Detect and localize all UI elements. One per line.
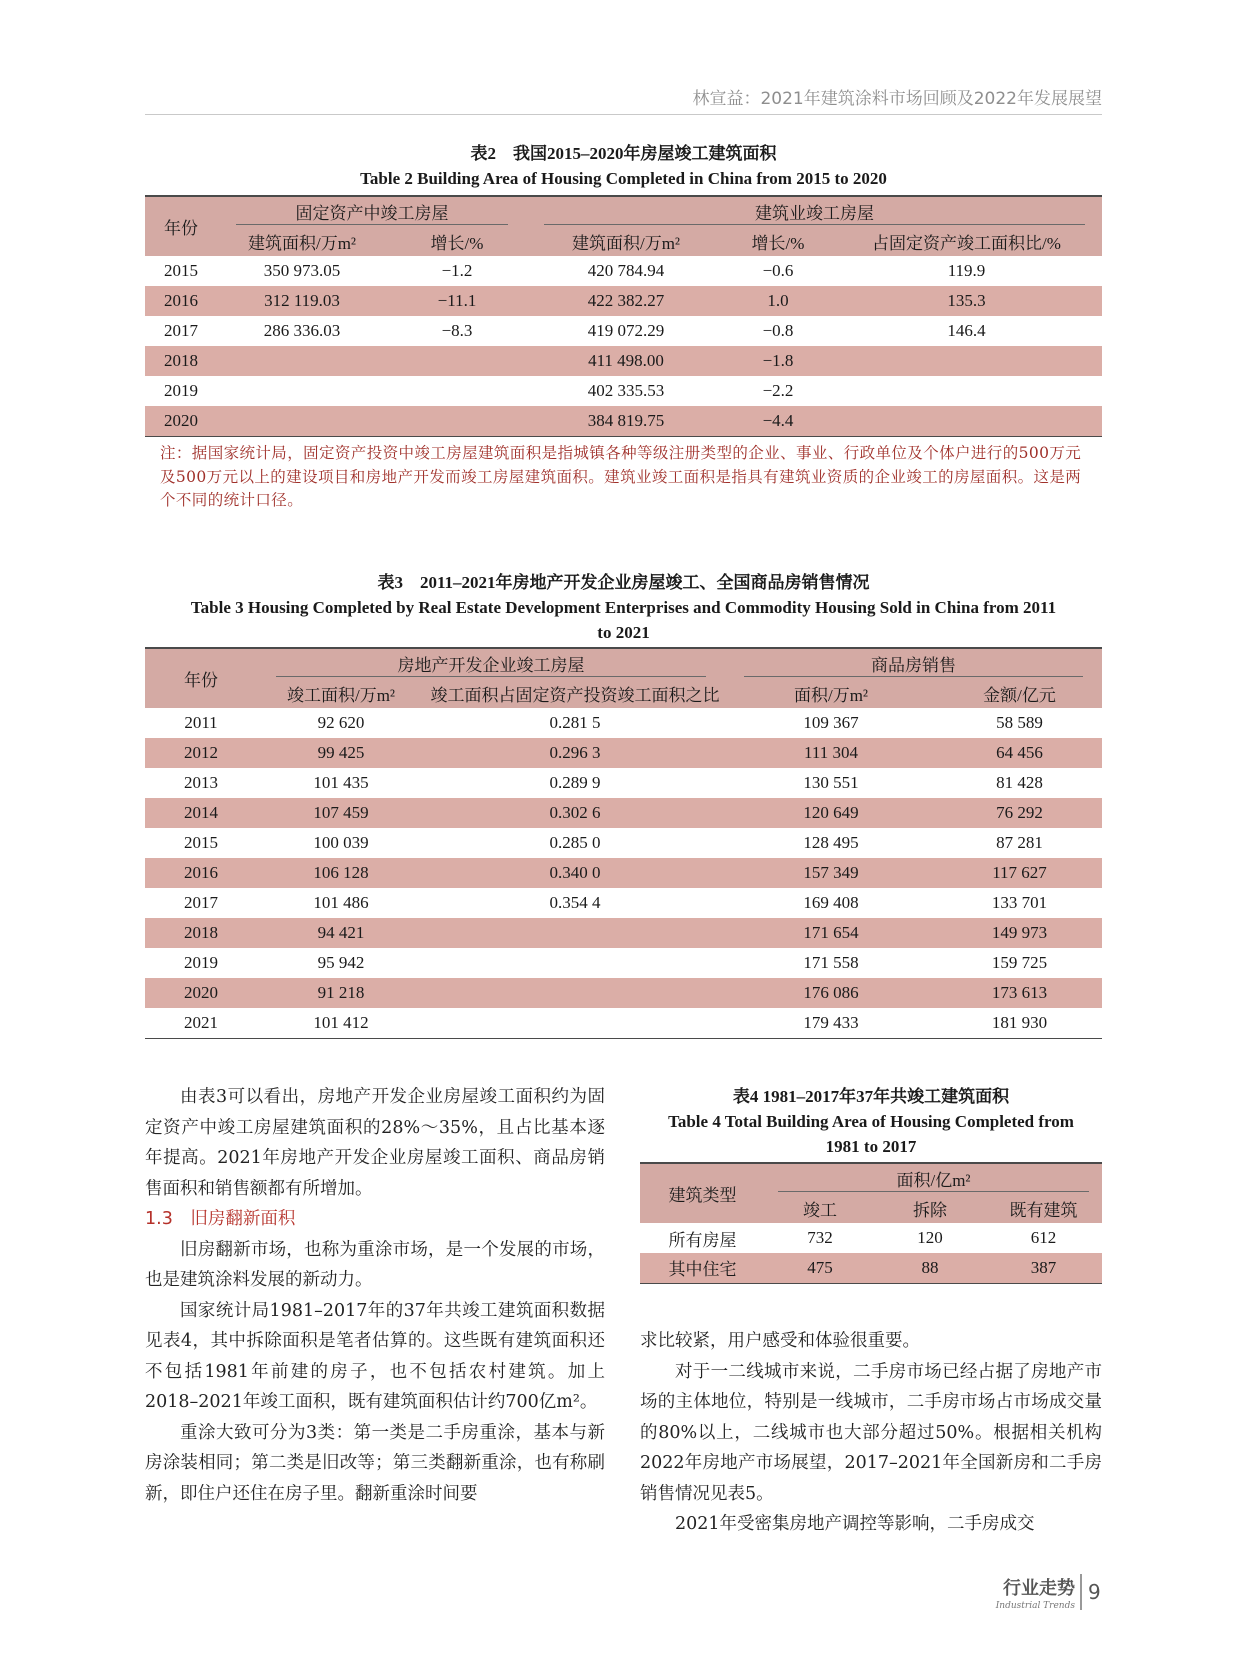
- paragraph: 对于一二线城市来说，二手房市场已经占据了房地产市场的主体地位，特别是一线城市，二手房市场占市场成交量的80%以上，二线城市也大部分超过50%。根据相关机构2022年房地产市场展望，2017–2021年全国新房和二手房销售情况见表5。: [640, 1361, 1102, 1504]
- cell: 88: [921, 1257, 939, 1277]
- paragraph: 旧房翻新市场，也称为重涂市场，是一个发展的市场，也是建筑涂料发展的新动力。: [145, 1239, 605, 1290]
- cell: 2017: [184, 893, 218, 912]
- table-row: [145, 858, 1102, 888]
- cell: 111 304: [804, 743, 858, 762]
- left-column: [145, 1082, 605, 1509]
- table3-caption-cn: 表3 2011–2021年房地产开发企业房屋竣工、全国商品房销售情况: [377, 573, 870, 592]
- cell: 99 425: [317, 743, 365, 762]
- table3-header-group2: 商品房销售: [744, 651, 1083, 677]
- cell: −11.1: [437, 291, 477, 310]
- table2-header-group2: 建筑业竣工房屋: [544, 199, 1085, 225]
- cell: 95 942: [317, 953, 365, 972]
- table-row: [145, 346, 1102, 376]
- cell: 475: [807, 1257, 833, 1277]
- table2-header-growth1: 增长/%: [430, 233, 484, 253]
- table-row: [145, 316, 1102, 346]
- cell: 2012: [184, 743, 218, 762]
- table4: [640, 1162, 1102, 1284]
- cell: 350 973.05: [263, 261, 341, 280]
- footer-brand-en: Industrial Trends: [995, 1601, 1075, 1611]
- cell: 119.9: [947, 261, 986, 280]
- cell: [387, 406, 527, 436]
- cell: 2014: [184, 803, 218, 822]
- cell: 120: [917, 1228, 943, 1247]
- table3-caption-en-line2: to 2021: [597, 623, 650, 642]
- table4-header-demolished: 拆除: [913, 1200, 947, 1220]
- cell: [425, 918, 725, 948]
- cell: −0.8: [762, 321, 794, 340]
- paragraph: 国家统计局1981–2017年的37年共竣工建筑面积数据见表4，其中拆除面积是笔者估算的。这些既有建筑面积还不包括1981年前建的房子，也不包括农村建筑。加上2018–2021年竣工面积，既有建筑面积估计约700亿m²。: [145, 1300, 605, 1412]
- cell: 0.354 4: [549, 893, 601, 912]
- cell: 2011: [184, 713, 218, 732]
- table-row: [145, 798, 1102, 828]
- table2: [145, 195, 1102, 437]
- cell: 133 701: [991, 893, 1048, 912]
- table2-caption-cn: 表2 我国2015–2020年房屋竣工建筑面积: [470, 144, 777, 163]
- cell: 173 613: [991, 983, 1048, 1002]
- cell: 所有房屋: [668, 1230, 737, 1250]
- cell: 100 039: [313, 833, 369, 852]
- cell: 422 382.27: [587, 291, 665, 310]
- cell: 135.3: [947, 291, 986, 310]
- table-row: [145, 948, 1102, 978]
- page-number: 9: [1088, 1580, 1101, 1604]
- cell: 2020: [164, 410, 198, 430]
- cell: 159 725: [991, 953, 1048, 972]
- cell: 2016: [164, 291, 198, 310]
- table4-header-area: 面积/亿m²: [778, 1166, 1088, 1192]
- table4-header-completed: 竣工: [803, 1200, 837, 1220]
- cell: 2016: [184, 863, 218, 882]
- paragraph: 2021年受密集房地产调控等影响，二手房成交: [675, 1514, 1035, 1534]
- footer-divider: [1080, 1574, 1082, 1610]
- cell: 2017: [164, 321, 198, 340]
- cell: 107 459: [313, 803, 369, 822]
- cell: −4.4: [762, 410, 794, 430]
- cell: 2018: [164, 351, 198, 370]
- table-row: [145, 738, 1102, 768]
- table2-header-group1: 固定资产中竣工房屋: [236, 199, 509, 225]
- cell: 1.0: [767, 291, 789, 310]
- table-row: [145, 828, 1102, 858]
- cell: 157 349: [803, 863, 859, 882]
- cell: 312 119.03: [264, 291, 340, 310]
- table-row: [145, 376, 1102, 406]
- table-row: [145, 1008, 1102, 1038]
- table3-header-ratio: 竣工面积占固定资产投资竣工面积之比: [430, 685, 720, 705]
- table2-header-ratio: 占固定资产竣工面积比/%: [872, 233, 1061, 253]
- table-row: [145, 978, 1102, 1008]
- footer-brand: [985, 1574, 1075, 1611]
- cell: 128 495: [803, 833, 859, 852]
- cell: [425, 1008, 725, 1038]
- cell: 169 408: [803, 893, 859, 912]
- cell: 91 218: [317, 983, 365, 1002]
- cell: [425, 978, 725, 1008]
- table3-header-completed-area: 竣工面积/万m²: [286, 685, 396, 705]
- table3: [145, 647, 1102, 1039]
- cell: 2019: [164, 381, 198, 400]
- cell: 117 627: [992, 863, 1047, 882]
- cell: 387: [1030, 1257, 1057, 1277]
- cell: 94 421: [317, 923, 365, 942]
- running-header: [145, 84, 1102, 115]
- table3-header-sold-amount: 金额/亿元: [983, 685, 1056, 705]
- cell: −1.8: [762, 351, 794, 370]
- cell: 732: [807, 1228, 833, 1247]
- table4-header-existing: 既有建筑: [1009, 1200, 1078, 1220]
- cell: 2019: [184, 953, 218, 972]
- section-heading: 1.3 旧房翻新面积: [145, 1209, 296, 1229]
- footer-brand-cn: 行业走势: [1003, 1578, 1075, 1599]
- cell: 146.4: [947, 321, 986, 340]
- table2-header-area2: 建筑面积/万m²: [571, 233, 681, 253]
- cell: [217, 376, 387, 406]
- cell: [387, 376, 527, 406]
- cell: 286 336.03: [263, 321, 341, 340]
- cell: 2015: [164, 261, 198, 280]
- cell: 109 367: [803, 713, 859, 732]
- table-row: [640, 1253, 1102, 1283]
- cell: [831, 376, 1102, 406]
- cell: 402 335.53: [587, 381, 665, 400]
- table4-caption-en-line2: 1981 to 2017: [825, 1137, 917, 1156]
- cell: −8.3: [441, 321, 473, 340]
- table3-header-group1: 房地产开发企业竣工房屋: [276, 651, 707, 677]
- cell: 92 620: [317, 713, 365, 732]
- cell: 0.302 6: [549, 803, 601, 822]
- cell: 420 784.94: [587, 261, 665, 280]
- paragraph: 求比较紧，用户感受和体验很重要。: [640, 1331, 920, 1351]
- table2-header-growth2: 增长/%: [751, 233, 805, 253]
- table-row: [145, 918, 1102, 948]
- cell: 0.296 3: [549, 743, 601, 762]
- table4-caption-en-line1: Table 4 Total Building Area of Housing Completed from: [668, 1112, 1074, 1131]
- cell: 2013: [184, 773, 218, 792]
- cell: 419 072.29: [587, 321, 665, 340]
- cell: [831, 406, 1102, 436]
- paragraph: 由表3可以看出，房地产开发企业房屋竣工面积约为固定资产中竣工房屋建筑面积的28%～35%，且占比基本逐年提高。2021年房地产开发企业房屋竣工面积、商品房销售面积和销售额都有所增加。: [145, 1087, 605, 1199]
- table-row: [145, 256, 1102, 286]
- cell: 101 435: [313, 773, 369, 792]
- cell: 179 433: [803, 1012, 859, 1032]
- table2-caption-en: Table 2 Building Area of Housing Completed in China from 2015 to 2020: [360, 169, 887, 188]
- cell: 101 486: [313, 893, 369, 912]
- table3-header-year: 年份: [184, 671, 218, 690]
- cell: 81 428: [996, 773, 1043, 792]
- cell: [425, 948, 725, 978]
- cell: 612: [1030, 1228, 1057, 1247]
- table2-header-year: 年份: [164, 219, 198, 238]
- right-column: [640, 1326, 1102, 1540]
- cell: 64 456: [996, 743, 1043, 762]
- cell: [387, 346, 527, 376]
- table4-caption-cn: 表4 1981–2017年37年共竣工建筑面积: [732, 1087, 1010, 1106]
- cell: 0.285 0: [549, 833, 601, 852]
- cell: 130 551: [803, 773, 859, 792]
- cell: −0.6: [762, 261, 794, 280]
- cell: 2018: [184, 923, 218, 942]
- cell: 其中住宅: [668, 1260, 737, 1280]
- running-title: 林宣益：2021年建筑涂料市场回顾及2022年发展展望: [692, 89, 1102, 109]
- cell: 181 930: [991, 1012, 1048, 1032]
- table4-header-type: 建筑类型: [668, 1186, 737, 1205]
- table-row: [640, 1223, 1102, 1253]
- cell: 2021: [184, 1012, 218, 1032]
- table-row: [145, 888, 1102, 918]
- cell: 176 086: [803, 983, 859, 1002]
- cell: 2015: [184, 833, 218, 852]
- table-row: [145, 708, 1102, 738]
- cell: 76 292: [996, 803, 1043, 822]
- cell: 411 498.00: [588, 351, 664, 370]
- cell: −2.2: [762, 381, 794, 400]
- cell: 87 281: [996, 833, 1043, 852]
- table3-header-sold-area: 面积/万m²: [793, 685, 869, 705]
- table-row: [145, 286, 1102, 316]
- cell: 2020: [184, 983, 218, 1002]
- cell: [217, 346, 387, 376]
- table3-caption-en-line1: Table 3 Housing Completed by Real Estate Development Enterprises and Commodity Housing Sold in China from 2011: [190, 598, 1057, 617]
- table2-note: 注：据国家统计局，固定资产投资中竣工房屋建筑面积是指城镇各种等级注册类型的企业、事业、行政单位及个体户进行的500万元及500万元以上的建设项目和房地产开发而竣工房屋建筑面积。建筑业竣工面积是指具有建筑业资质的企业竣工的房屋面积。这是两个不同的统计口径。: [160, 444, 1082, 509]
- table-row: [145, 768, 1102, 798]
- table-row: [145, 406, 1102, 436]
- table2-header-area1: 建筑面积/万m²: [247, 233, 357, 253]
- paragraph: 重涂大致可分为3类：第一类是二手房重涂，基本与新房涂装相同；第二类是旧改等；第三类翻新重涂，也有称刷新，即住户还住在房子里。翻新重涂时间要: [145, 1422, 605, 1504]
- cell: [217, 406, 387, 436]
- cell: 0.340 0: [549, 863, 601, 882]
- cell: 101 412: [313, 1012, 369, 1032]
- cell: 149 973: [991, 923, 1048, 942]
- cell: 384 819.75: [587, 410, 665, 430]
- cell: [831, 346, 1102, 376]
- cell: 0.289 9: [549, 773, 601, 792]
- cell: 58 589: [996, 713, 1043, 732]
- cell: 0.281 5: [549, 713, 601, 732]
- cell: 171 558: [803, 953, 859, 972]
- cell: 106 128: [313, 863, 369, 882]
- cell: 171 654: [803, 923, 859, 942]
- cell: −1.2: [441, 261, 473, 280]
- cell: 120 649: [803, 803, 859, 822]
